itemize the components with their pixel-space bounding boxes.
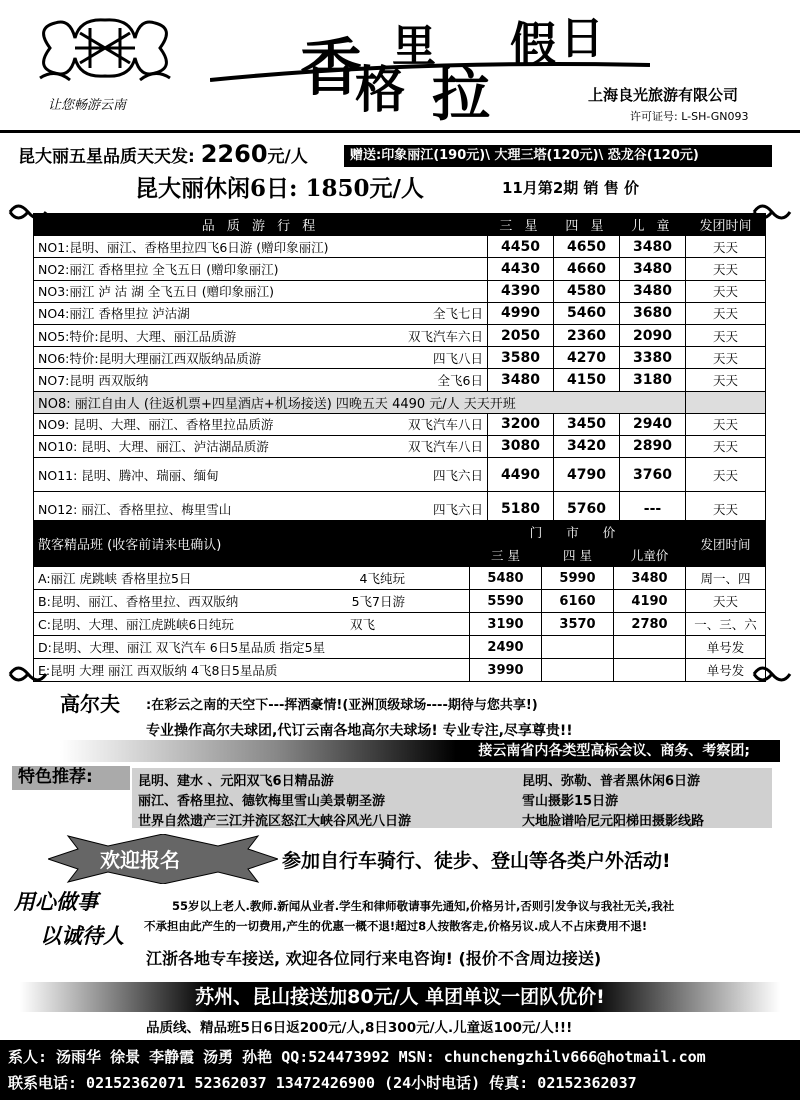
departure: 天天 [686, 236, 766, 258]
price-4star: 3570 [542, 613, 614, 636]
price-3star: 4430 [488, 258, 554, 280]
featured-right-2: 雪山摄影15日游 [522, 794, 619, 809]
table-row [34, 280, 766, 302]
gift-banner: 赠送:印象丽江(190元)\ 大理三塔(120元)\ 恐龙谷(120元) [344, 145, 772, 167]
route-note: 四飞六日 [432, 467, 483, 483]
route-name: E:昆明 大理 丽江 西双版纳 4飞8日5星品质 [38, 663, 278, 678]
departure: 单号发 [686, 659, 766, 682]
price-4star: 5760 [554, 492, 620, 526]
table-row [34, 324, 766, 346]
right-ornament-icon [752, 662, 792, 686]
departure: 天天 [686, 492, 766, 526]
route-name: NO7:昆明 西双版纳 [38, 372, 149, 388]
price-child: 3480 [620, 236, 686, 258]
route-note: 双飞汽车六日 [407, 328, 483, 344]
route-name: NO3:丽江 泸 沽 湖 全飞五日 (赠印象丽江) [38, 284, 274, 300]
title-char-2: 格 [355, 60, 405, 119]
price-child: 3480 [614, 567, 686, 590]
departure: 天天 [686, 324, 766, 346]
promo-line [18, 140, 308, 168]
price-4star: 4580 [554, 280, 620, 302]
price-child: 3680 [620, 302, 686, 324]
price-child [614, 659, 686, 682]
title-swoosh [210, 60, 650, 90]
tour-table [33, 213, 766, 526]
price-child: 3380 [620, 347, 686, 369]
price-3star: 2490 [470, 636, 542, 659]
header-route: 品 质 游 行 程 [34, 214, 488, 236]
price-3star: 5590 [470, 590, 542, 613]
departure: 天天 [686, 413, 766, 435]
price-child: 2780 [614, 613, 686, 636]
endless-knot-logo [30, 8, 180, 88]
welcome-badge: 欢迎报名 [100, 848, 180, 872]
left-ornament-icon [8, 662, 48, 686]
contact-names: 系人: 汤雨华 徐景 李静霞 汤勇 孙艳 QQ:524473992 MSN: chunchengzhilv666@hotmail.com [8, 1048, 706, 1066]
table-row [34, 369, 766, 391]
title-char-4: 拉 [432, 61, 491, 129]
price-child: 2940 [620, 413, 686, 435]
title-char-6: 日 [560, 13, 604, 64]
route-name: C:昆明、大理、丽江虎跳峡6日纯玩 [38, 617, 234, 632]
price-3star: 3990 [470, 659, 542, 682]
departure: 天天 [686, 369, 766, 391]
departure: 天天 [686, 347, 766, 369]
featured-left-1: 昆明、建水 、元阳双飞6日精品游 [138, 774, 334, 789]
premium-title: 散客精品班 (收客前请来电确认) [34, 521, 470, 567]
header-3star: 三 星 [488, 214, 554, 236]
route-note: 双飞汽车八日 [407, 417, 483, 433]
table-row [34, 590, 766, 613]
table-row [34, 636, 766, 659]
price-child: --- [620, 492, 686, 526]
welcome-text: 参加自行车骑行、徒步、登山等各类户外活动! [282, 850, 671, 872]
route-name: B:昆明、丽江、香格里拉、西双版纳 [38, 594, 239, 609]
notice-line2: 不承担由此产生的一切费用,产生的优惠一概不退!超过8人按散客走,价格另议.成人不占床费用不退! [144, 919, 648, 933]
header-divider [0, 130, 800, 133]
price-child: 3480 [620, 258, 686, 280]
price-4star: 3450 [554, 413, 620, 435]
header-date: 发团时间 [686, 214, 766, 236]
table-row [34, 458, 766, 492]
price-child: 3180 [620, 369, 686, 391]
route-name: D:昆明、大理、丽江 双飞汽车 6日5星品质 指定5星 [38, 640, 326, 655]
title-char-3: 里 [392, 21, 436, 72]
route-name: NO2:丽江 香格里拉 全飞五日 (赠印象丽江) [38, 261, 279, 277]
price-3star: 4450 [488, 236, 554, 258]
route-name: NO12: 丽江、香格里拉、梅里雪山 [38, 501, 232, 517]
route-name: NO10: 昆明、大理、丽江、泸沽湖品质游 [38, 439, 269, 455]
departure: 天天 [686, 458, 766, 492]
route-name: NO4:丽江 香格里拉 泸沽湖 [38, 306, 190, 322]
notice-line1: 55岁以上老人.教师.新闻从业者.学生和律师敬请事先通知,价格另计,否则引发争议与我社无关,我社 [172, 899, 675, 913]
motto-line2: 以诚待人 [40, 923, 124, 948]
featured-label: 特色推荐: [12, 766, 130, 790]
price-4star [542, 636, 614, 659]
departure: 天天 [686, 258, 766, 280]
special-row [34, 391, 766, 413]
golf-line2: 专业操作高尔夫球团,代订云南各地高尔夫球场! 专业专注,尽享尊贵!! [146, 723, 573, 739]
price-4star [542, 659, 614, 682]
route-name: NO6:特价:昆明大理丽江西双版纳品质游 [38, 350, 262, 366]
rebate-note: 品质线、精品班5日6日返200元/人,8日300元/人.儿童返100元/人!!! [146, 1020, 573, 1036]
price-header: 门 市 价 [470, 521, 686, 544]
promo-unit: 元/人 [267, 147, 308, 167]
route-note: 4飞纯玩 [359, 571, 405, 586]
company-name: 上海良光旅游有限公司 [588, 86, 739, 104]
suzhou-banner: 苏州、昆山接送加80元/人 单团单议一团队优价! [20, 982, 780, 1012]
departure: 天天 [686, 590, 766, 613]
promo-prefix: 昆大丽五星品质天天发: [18, 147, 195, 167]
price-4star: 4270 [554, 347, 620, 369]
route-name: A:丽江 虎跳峡 香格里拉5日 [38, 571, 192, 586]
departure: 天天 [686, 435, 766, 457]
price-child: 2090 [620, 324, 686, 346]
departure: 周一、四 [686, 567, 766, 590]
route-name: NO5:特价:昆明、大理、丽江品质游 [38, 328, 237, 344]
price-4star: 4650 [554, 236, 620, 258]
price-3star: 4990 [488, 302, 554, 324]
transfer-note: 江浙各地专车接送, 欢迎各位同行来电咨询! (报价不含周边接送) [146, 949, 602, 968]
price-child: 3480 [620, 280, 686, 302]
price-4star: 4660 [554, 258, 620, 280]
price-3star: 3190 [470, 613, 542, 636]
price-3star: 4490 [488, 458, 554, 492]
contact-footer [0, 1040, 800, 1100]
tour-table-header [34, 214, 766, 236]
table-row [34, 435, 766, 457]
route-note: 四飞八日 [432, 350, 483, 366]
route-note: 四飞六日 [432, 501, 483, 517]
golf-line3: 接云南省内各类型高标会议、商务、考察团; [60, 740, 780, 762]
route-name: NO1:昆明、丽江、香格里拉四飞6日游 (赠印象丽江) [38, 239, 329, 255]
table-row [34, 347, 766, 369]
route-note: 全飞七日 [432, 306, 483, 322]
route-note: 5飞7日游 [351, 594, 405, 609]
departure: 单号发 [686, 636, 766, 659]
price-4star: 3420 [554, 435, 620, 457]
table-row [34, 258, 766, 280]
main-title: 昆大丽休闲6日: 1850元/人 [135, 175, 424, 202]
price-3star: 3080 [488, 435, 554, 457]
table-row [34, 567, 766, 590]
route-name: NO9: 昆明、大理、丽江、香格里拉品质游 [38, 417, 274, 433]
departure: 天天 [686, 280, 766, 302]
premium-header-3star: 三 星 [470, 544, 542, 567]
price-3star: 3480 [488, 369, 554, 391]
golf-line1: :在彩云之南的天空下---挥洒豪情!(亚洲顶级球场----期待与您共享!) [146, 698, 538, 713]
price-4star: 4790 [554, 458, 620, 492]
route-name: NO11: 昆明、腾冲、瑞丽、缅甸 [38, 467, 219, 483]
departure: 一、三、六 [686, 613, 766, 636]
premium-header-4star: 四 星 [542, 544, 614, 567]
title-char-5: 假 [510, 17, 556, 71]
table-row [34, 659, 766, 682]
price-3star: 4390 [488, 280, 554, 302]
featured-right-1: 昆明、弥勒、普者黑休闲6日游 [522, 774, 701, 789]
price-4star: 6160 [542, 590, 614, 613]
sub-title: 11月第2期 销 售 价 [502, 179, 639, 197]
price-child [614, 636, 686, 659]
golf-label: 高尔夫 [60, 692, 120, 716]
premium-tour-table [33, 520, 766, 682]
table-row [34, 613, 766, 636]
license-number: 许可证号: L-SH-GN093 [630, 110, 749, 123]
route-note: 双飞汽车八日 [407, 439, 483, 455]
departure: 天天 [686, 302, 766, 324]
route-note: 双飞 [349, 617, 375, 632]
promo-price: 2260 [200, 140, 268, 168]
price-child: 4190 [614, 590, 686, 613]
header-child: 儿 童 [620, 214, 686, 236]
table-row [34, 302, 766, 324]
featured-left-3: 世界自然遗产三江并流区怒江大峡谷风光八日游 [138, 814, 412, 829]
price-4star: 5460 [554, 302, 620, 324]
price-child: 3760 [620, 458, 686, 492]
table-row [34, 236, 766, 258]
special-offer: NO8: 丽江自由人 (往返机票+四星酒店+机场接送) 四晚五天 4490 元/人 天天开班 [34, 391, 686, 413]
premium-date-header: 发团时间 [686, 521, 766, 567]
header-4star: 四 星 [554, 214, 620, 236]
premium-header-child: 儿童价 [614, 544, 686, 567]
premium-header-row [34, 521, 766, 544]
price-3star: 3580 [488, 347, 554, 369]
price-3star: 5480 [470, 567, 542, 590]
contact-phones: 联系电话: 02152362071 52362037 13472426900 (24小时电话) 传真: 02152362037 [8, 1074, 637, 1092]
price-3star: 2050 [488, 324, 554, 346]
price-child: 2890 [620, 435, 686, 457]
price-3star: 3200 [488, 413, 554, 435]
title-char-1: 香 [300, 31, 363, 104]
motto-line1: 用心做事 [14, 889, 98, 914]
featured-left-2: 丽江、香格里拉、德钦梅里雪山美景朝圣游 [138, 794, 386, 809]
price-4star: 2360 [554, 324, 620, 346]
table-row [34, 413, 766, 435]
price-4star: 5990 [542, 567, 614, 590]
featured-right-3: 大地脸谱哈尼元阳梯田摄影线路 [522, 814, 705, 829]
price-3star: 5180 [488, 492, 554, 526]
slogan: 让您畅游云南 [48, 98, 127, 113]
route-note: 全飞6日 [437, 372, 483, 388]
price-4star: 4150 [554, 369, 620, 391]
